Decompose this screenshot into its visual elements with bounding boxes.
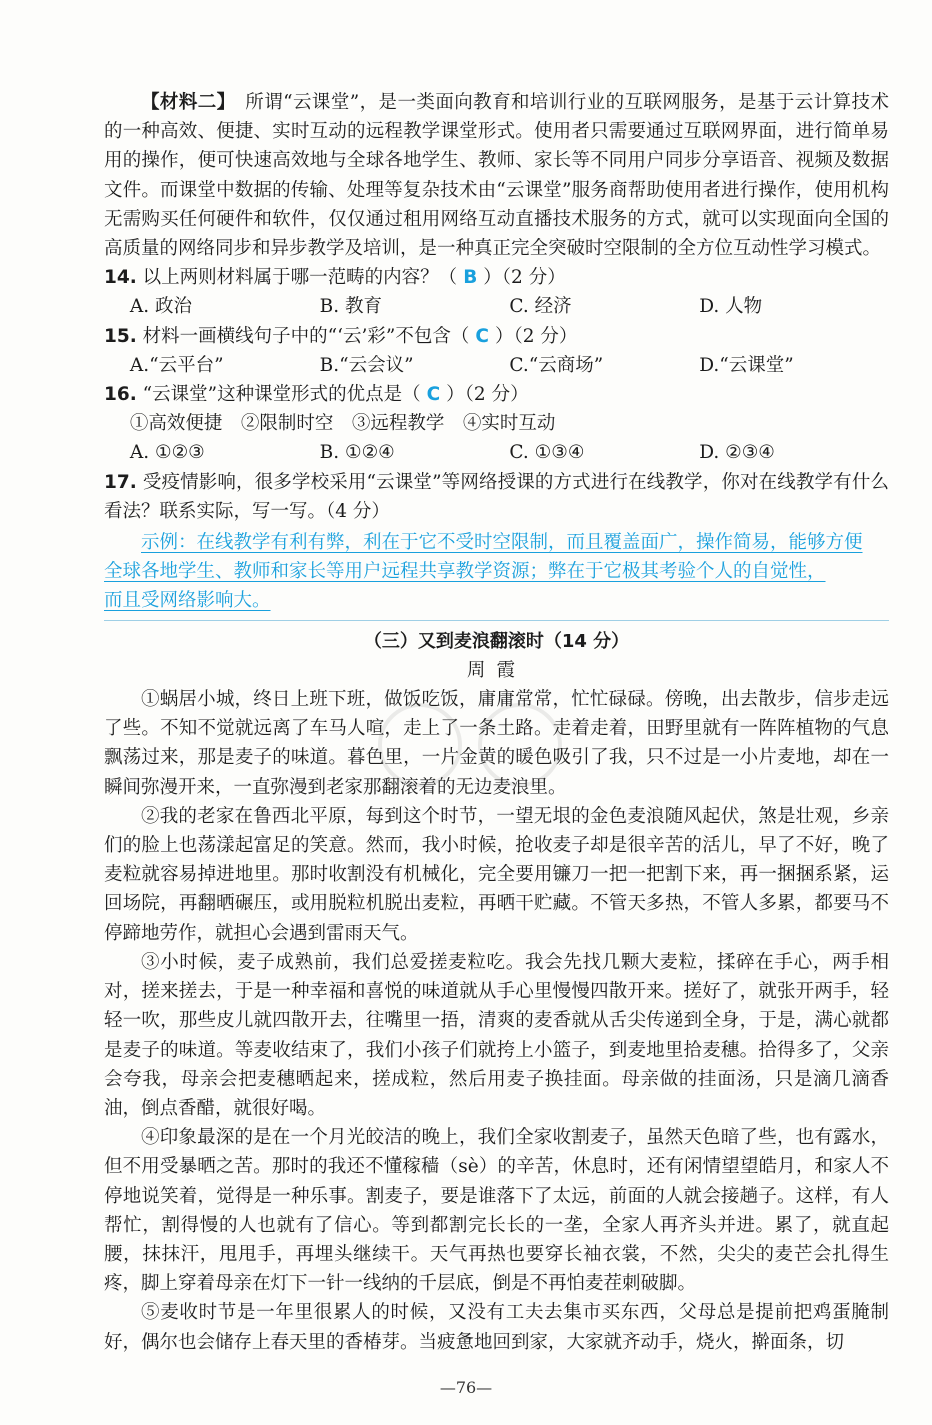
question-16 (104, 380, 889, 409)
section-divider (104, 620, 889, 621)
article-paragraph: ⑤麦收时节是一年里很累人的时候，又没有工夫去集市买东西，父母总是提前把鸡蛋腌制好，偶尔也会储存上春天里的香椿芽。当疲惫地回到家，大家就齐动手，烧火，擀面条，切 (104, 1302, 889, 1353)
answer-mark: C (426, 384, 441, 406)
article-paragraph: ③小时候，麦子成熟前，我们总爱搓麦粒吃。我会先找几颗大麦粒，揉碎在手心，两手相对，搓来搓去，于是一种幸福和喜悦的味道就从手心里慢慢四散开来。搓好了，就张开两手，轻轻一吹，那些皮儿就四散开去，往嘴里一捂，清爽的麦香就从舌尖传递到全身，于是，满心就都是麦子的味道。等麦收结束了，我们小孩子们就挎上小篮子，到麦地里拾麦穗。拾得多了，父亲会夸我，母亲会把麦穗晒起来，搓成粒，然后用麦子换挂面。母亲做的挂面汤，只是滴几滴香油，倒点香醋，就很好喝。 (104, 951, 889, 1119)
question-number: 16. (104, 384, 137, 406)
question-stem: “云课堂”这种课堂形式的优点是（ (142, 384, 421, 406)
question-stem: 受疫情影响，很多学校采用“云课堂”等网络授课的方式进行在线教学，你对在线教学有什么看法？联系实际，写一写。（4 分） (104, 471, 889, 522)
question-14-options (104, 292, 889, 321)
page-content (104, 88, 889, 1357)
option-a: A.“云平台” (129, 354, 224, 376)
option-b: B.“云会议” (319, 354, 414, 376)
question-stem: 以上两则材料属于哪一范畴的内容？（ (142, 267, 458, 289)
option-c: C.“云商场” (509, 354, 604, 376)
question-17 (104, 468, 889, 526)
question-stem: 材料一画横线句子中的“‘云’彩”不包含（ (142, 325, 470, 347)
question-number: 14. (104, 267, 137, 289)
option-a: A. 政治 (129, 296, 193, 318)
option-d: D. 人物 (699, 296, 763, 318)
answer-line: 示例：在线教学有利有弊，利在于它不受时空限制，而且覆盖面广，操作简易，能够方便 (141, 532, 863, 554)
question-score: ）（2 分） (494, 325, 578, 347)
question-14 (104, 263, 889, 292)
question-17-answer (104, 528, 889, 616)
answer-mark: C (475, 325, 489, 347)
question-score: ）（2 分） (483, 267, 566, 289)
article-paragraph: ④印象最深的是在一个月光皎洁的晚上，我们全家收割麦子，虽然天色暗了些，也有露水，但不用受暴晒之苦。那时的我还不懂稼穑（sè）的辛苦，休息时，还有闲情望望皓月，和家人不停地说笑着，觉得是一种乐事。割麦子，要是谁落下了太远，前面的人就会接趟子。这样，有人帮忙，割得慢的人也就有了信心。等到都割完长长的一垄，全家人再齐头并进。累了，就直起腰，抹抹汗，甩甩手，再埋头继续干。天气再热也要穿长袖衣裳，不然，尖尖的麦芒会扎得生疼，脚上穿着母亲在灯下一针一线纳的千层底，倒是不再怕麦茬刺破脚。 (104, 1127, 889, 1295)
question-16-items: ①高效便捷 ②限制时空 ③远程教学 ④实时互动 (129, 413, 556, 435)
question-number: 15. (104, 325, 137, 347)
material2-label: 【材料二】 (141, 92, 227, 113)
answer-mark: B (463, 267, 478, 289)
question-15-options (104, 351, 889, 380)
answer-line: 全球各地学生、教师和家长等用户远程共享教学资源；弊在于它极其考验个人的自觉性， (104, 561, 826, 583)
answer-line: 而且受网络影响大。 (104, 590, 271, 612)
question-15 (104, 322, 889, 351)
option-c: C. 经济 (509, 296, 572, 318)
option-c: C. ①③④ (509, 442, 585, 464)
option-d: D.“云课堂” (699, 354, 794, 376)
option-b: B. 教育 (319, 296, 383, 318)
material2-text: 所谓“云课堂”，是一类面向教育和培训行业的互联网服务，是基于云计算技术的一种高效、便捷、实时互动的远程教学课堂形式。使用者只需要通过互联网界面，进行简单易用的操作，便可快速高效地与全球各地学生、教师、家长等不同用户同步分享语音、视频及数据文件。而课堂中数据的传输、处理等复杂技术由“云课堂”服务商帮助使用者进行操作，使用机构无需购买任何硬件和软件，仅仅通过租用网络互动直播技术服务的方式，就可以实现面向全国的高质量的网络同步和异步教学及培训，是一种真正完全突破时空限制的全方位互动性学习模式。 (104, 92, 889, 260)
article-author: 周霞 (466, 659, 527, 681)
option-d: D. ②③④ (699, 442, 775, 464)
option-b: B. ①②④ (319, 442, 395, 464)
article-paragraph: ①蜗居小城，终日上班下班，做饭吃饭，庸庸常常，忙忙碌碌。傍晚，出去散步，信步走远了些。不知不觉就远离了车马人喧，走上了一条土路。走着走着，田野里就有一阵阵植物的气息飘荡过来，那是麦子的味道。暮色里，一片金黄的暖色吸引了我，只不过是一小片麦地，却在一瞬间弥漫开来，一直弥漫到老家那翻滚着的无边麦浪里。 (104, 689, 889, 798)
option-a: A. ①②③ (129, 442, 205, 464)
section-title: （三）又到麦浪翻滚时（14 分） (363, 630, 630, 652)
page-number: —76— (439, 1378, 493, 1397)
material2-paragraph (104, 88, 889, 263)
question-score: ）（2 分） (446, 384, 529, 406)
question-number: 17. (104, 471, 137, 493)
question-16-options (104, 438, 889, 467)
article-paragraph: ②我的老家在鲁西北平原，每到这个时节，一望无垠的金色麦浪随风起伏，煞是壮观，乡亲们的脸上也荡漾起富足的笑意。然而，我小时候，抢收麦子却是很辛苦的活儿，早了不好，晚了麦粒就容易掉进地里。那时收割没有机械化，完全要用镰刀一把一把割下来，再一捆捆系紧，运回场院，再翻晒碾压，或用脱粒机脱出麦粒，再晒干贮藏。不管天多热，不管人多累，都要马不停蹄地劳作，就担心会遇到雷雨天气。 (104, 805, 889, 944)
